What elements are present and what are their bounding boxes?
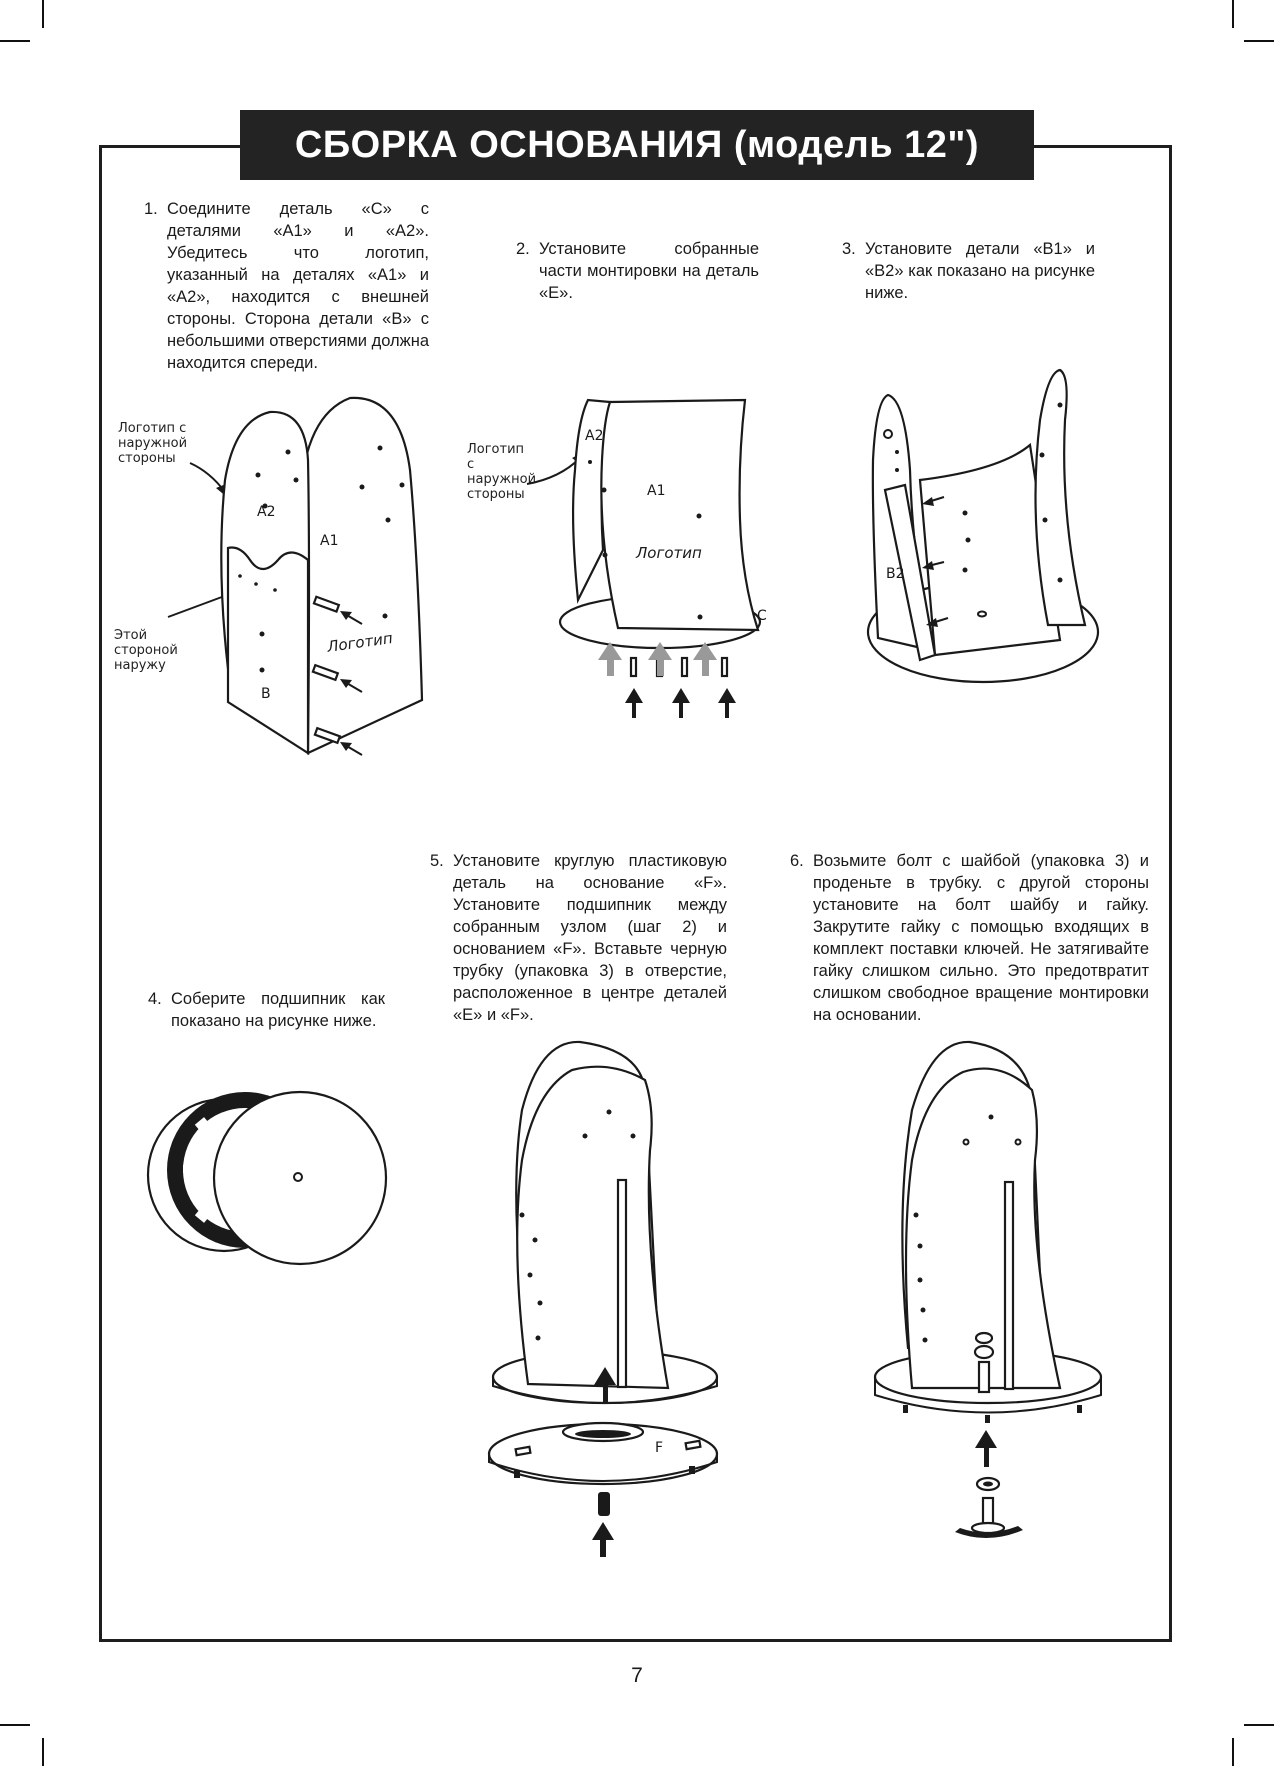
logo-side-callout: Логотип с наружной стороны [467,442,537,502]
part-label: B [261,686,271,702]
step-text: Соберите подшипник как показано на рисунке ниже. [171,990,385,1030]
step-number: 5. [430,852,444,870]
step-text: Возьмите болт с шайбой (упаковка 3) и проденьте в трубку. с другой стороны установите на болт шайбу и гайку. Закрутите гайку с помощью входящих в комплект поставки ключей. Не затягивайте гайку слишком сильно. Это предотвратит слишком свободное вращение монтировки на основании. [813,852,1149,1024]
step-number: 4. [148,990,162,1008]
step-text: Установите собранные части монтировки на деталь «E». [539,240,759,302]
step-number: 3. [842,240,856,258]
step-text: Установите круглую пластиковую деталь на основание «F». Установите подшипник между собранным узлом (шаг 2) и основанием «F». Вставьте черную трубку (упаковка 3) в отверстие, расположенное в центре деталей «E» и «F». [453,852,727,1024]
bolt [955,1498,1023,1538]
step-text: Установите детали «B1» и «B2» как показано на рисунке ниже. [865,240,1095,302]
step-number: 6. [790,852,804,870]
part-label: A1 [647,483,666,499]
part-label: A2 [585,428,604,444]
page-title: СБОРКА ОСНОВАНИЯ (модель 12") [240,110,1034,180]
part-label: C [757,608,767,624]
step-number: 1. [144,200,158,218]
tube [1005,1182,1013,1389]
page-number: 7 [631,1664,643,1687]
outside-callout: Этой стороной наружу [114,628,178,673]
arrow [975,1430,997,1467]
part-label: A2 [257,504,276,520]
logo-mark: Логотип [326,628,394,656]
logo-mark: Логотип [636,544,702,562]
step-number: 2. [516,240,530,258]
step-text: Соедините деталь «C» с деталями «A1» и «A2». Убедитесь что логотип, указанный на деталях «A1» и «A2», находится с внешней стороны. Сторона детали «B» с небольшими отверстиями должна находится спереди. [167,200,429,372]
part-label: A1 [320,533,339,549]
logo-side-callout: Логотип с наружной стороны [118,421,188,466]
part-label: F [655,1440,664,1456]
part-label: B2 [886,566,905,582]
